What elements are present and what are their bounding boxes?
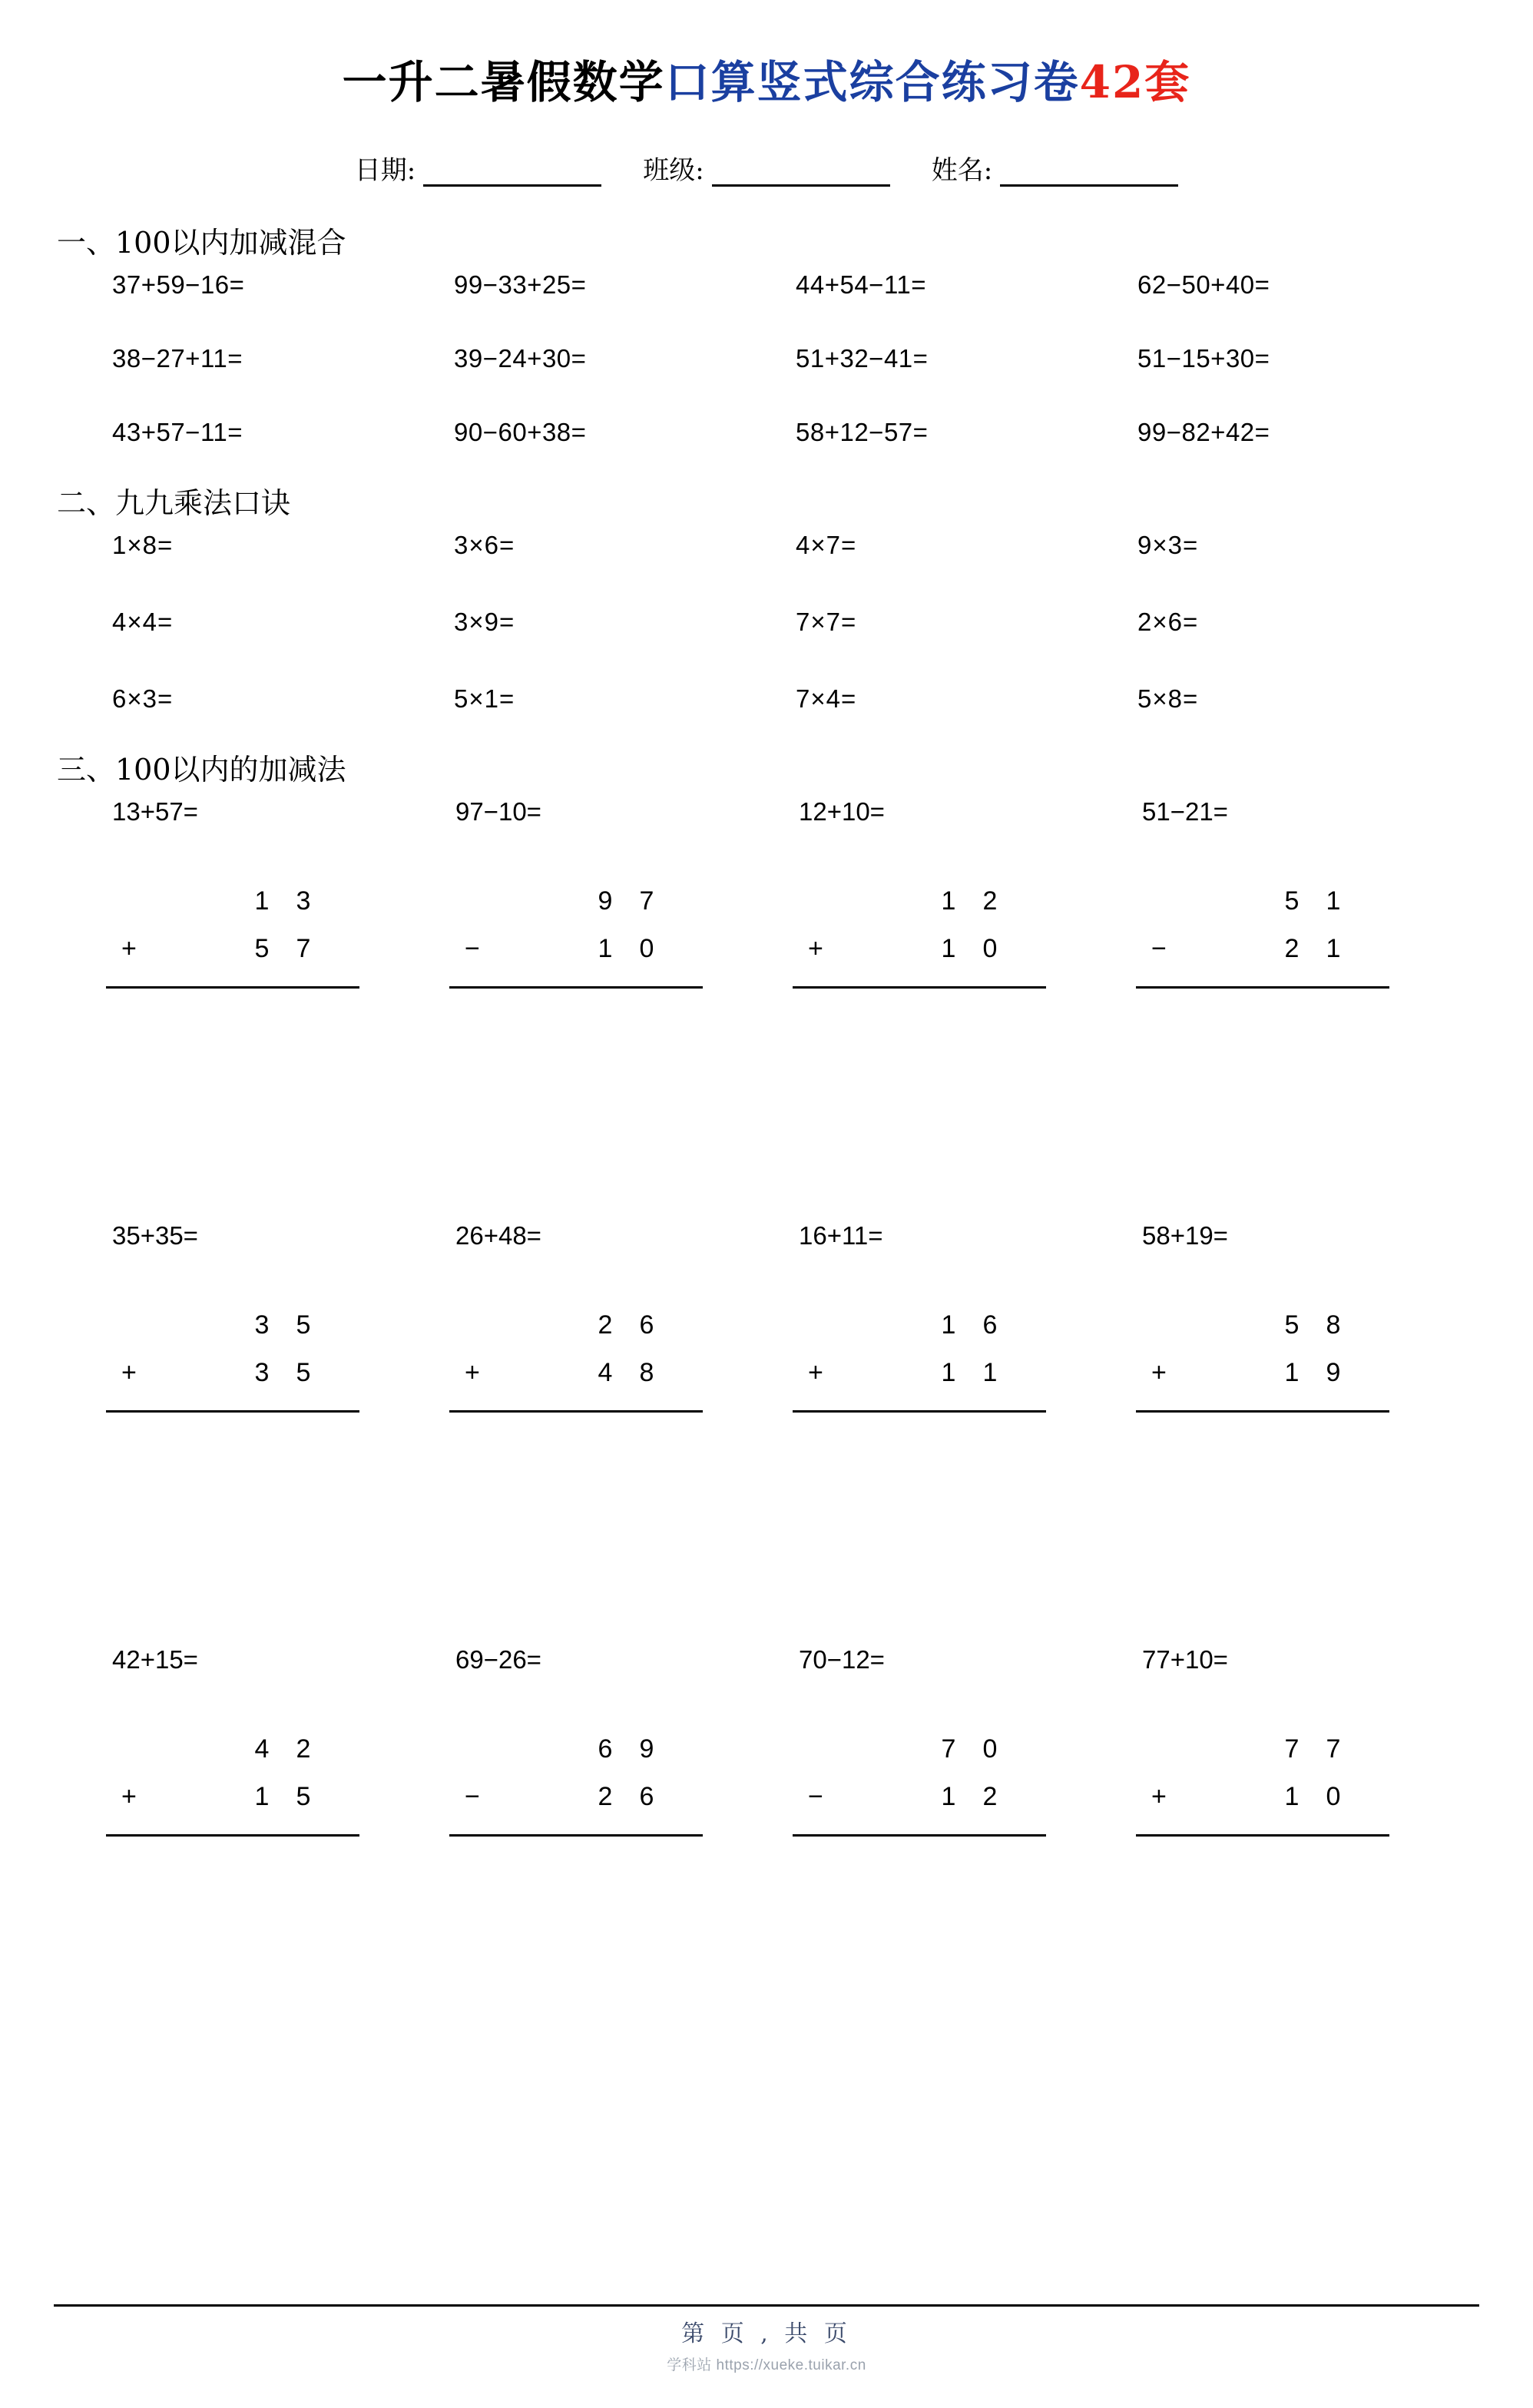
vertical-digit: 1 <box>941 886 956 916</box>
vertical-problem[interactable] <box>449 1221 793 1636</box>
mixed-problems-grid <box>54 270 1479 447</box>
vertical-operator: + <box>121 1782 137 1811</box>
vertical-digit: 2 <box>982 886 998 916</box>
vertical-problem-expression: 42+15= <box>112 1645 198 1674</box>
problem-item[interactable]: 1×8= <box>112 531 174 559</box>
problem-item[interactable]: 7×4= <box>796 684 857 713</box>
problem-item[interactable]: 43+57−11= <box>112 418 243 446</box>
vertical-sum <box>106 1734 359 1837</box>
vertical-sum <box>106 886 359 989</box>
vertical-digit: 1 <box>598 934 613 963</box>
class-label: 班级: <box>643 155 704 186</box>
vertical-problem-expression: 58+19= <box>1142 1221 1228 1250</box>
problem-item[interactable]: 3×9= <box>454 608 515 636</box>
vertical-rule <box>449 1834 703 1837</box>
title-segment-blue: 口算竖式综合练习卷 <box>664 56 1080 108</box>
vertical-operator: + <box>808 1358 823 1387</box>
vertical-operator: + <box>465 1358 480 1387</box>
vertical-digit: 9 <box>1326 1358 1341 1387</box>
name-label: 姓名: <box>931 155 993 186</box>
vertical-digit: 8 <box>1326 1310 1341 1340</box>
vertical-problem[interactable] <box>449 1645 793 1853</box>
vertical-digit: 9 <box>598 886 613 916</box>
vertical-digit: 7 <box>296 934 311 963</box>
vertical-digit: 6 <box>639 1310 654 1340</box>
date-label: 日期: <box>354 155 416 186</box>
section-heading-1: 一、100以内加减混合 <box>57 226 346 260</box>
section-heading-3: 三、100以内的加减法 <box>57 753 346 787</box>
vertical-digit: 6 <box>982 1310 998 1340</box>
vertical-rule <box>449 986 703 989</box>
vertical-operator: + <box>121 934 137 963</box>
vertical-problems-row-2 <box>54 1221 1479 1636</box>
vertical-sum <box>793 1734 1046 1837</box>
vertical-digit: 1 <box>1326 886 1341 916</box>
vertical-problem-expression: 69−26= <box>455 1645 541 1674</box>
vertical-sum <box>1136 886 1389 989</box>
vertical-problems-row-1 <box>54 797 1479 1212</box>
vertical-sum <box>793 1310 1046 1413</box>
vertical-digit: 5 <box>254 934 270 963</box>
vertical-rule <box>106 1410 359 1413</box>
title-segment-red: 42套 <box>1079 56 1191 108</box>
vertical-digit: 1 <box>941 1782 956 1811</box>
vertical-problems-row-3 <box>54 1645 1479 1853</box>
vertical-digit: 7 <box>1326 1734 1341 1764</box>
vertical-digit: 1 <box>254 886 270 916</box>
vertical-digit: 8 <box>639 1358 654 1387</box>
vertical-rule <box>793 986 1046 989</box>
vertical-problem-expression: 16+11= <box>799 1221 883 1250</box>
vertical-digit: 9 <box>639 1734 654 1764</box>
problem-item[interactable]: 90−60+38= <box>454 418 587 446</box>
vertical-digit: 1 <box>1284 1358 1300 1387</box>
problem-item[interactable]: 51+32−41= <box>796 344 929 373</box>
vertical-sum <box>449 886 703 989</box>
vertical-problem-expression: 26+48= <box>455 1221 541 1250</box>
date-field[interactable] <box>355 149 601 187</box>
vertical-problem[interactable] <box>449 797 793 1212</box>
title-segment-black: 一升二暑假数学 <box>342 56 665 108</box>
vertical-sum <box>449 1310 703 1413</box>
vertical-problem[interactable] <box>793 797 1136 1212</box>
vertical-operator: − <box>808 1782 823 1811</box>
vertical-digit: 3 <box>254 1310 270 1340</box>
vertical-rule <box>106 986 359 989</box>
vertical-rule <box>449 1410 703 1413</box>
problem-item[interactable]: 37+59−16= <box>112 270 245 299</box>
vertical-digit: 0 <box>982 934 998 963</box>
problem-item[interactable]: 99−82+42= <box>1137 418 1270 446</box>
multiplication-problems-grid <box>54 531 1479 714</box>
vertical-operator: + <box>808 934 823 963</box>
name-blank[interactable] <box>1000 161 1178 187</box>
vertical-digit: 7 <box>941 1734 956 1764</box>
vertical-digit: 5 <box>1284 1310 1300 1340</box>
vertical-problem-expression: 51−21= <box>1142 797 1228 826</box>
vertical-digit: 0 <box>982 1734 998 1764</box>
page-number: 第 页 , 共 页 <box>681 2320 852 2347</box>
vertical-digit: 2 <box>598 1310 613 1340</box>
vertical-problem[interactable] <box>106 1645 449 1853</box>
problem-item[interactable]: 44+54−11= <box>796 270 926 299</box>
vertical-digit: 3 <box>254 1358 270 1387</box>
vertical-digit: 2 <box>598 1782 613 1811</box>
problem-item[interactable]: 99−33+25= <box>454 270 587 299</box>
vertical-sum <box>1136 1310 1389 1413</box>
vertical-problem[interactable] <box>793 1221 1136 1636</box>
vertical-rule <box>793 1834 1046 1837</box>
vertical-operator: + <box>1151 1782 1167 1811</box>
problem-item[interactable]: 51−15+30= <box>1137 344 1270 373</box>
vertical-problem-expression: 77+10= <box>1142 1645 1228 1674</box>
vertical-digit: 2 <box>982 1782 998 1811</box>
vertical-problem-expression: 70−12= <box>799 1645 885 1674</box>
vertical-problem-expression: 13+57= <box>112 797 198 826</box>
problem-item[interactable]: 9×3= <box>1137 531 1199 559</box>
vertical-problem[interactable] <box>106 1221 449 1636</box>
vertical-digit: 1 <box>254 1782 270 1811</box>
name-field[interactable] <box>932 149 1178 187</box>
vertical-digit: 1 <box>941 1310 956 1340</box>
problem-item[interactable]: 62−50+40= <box>1137 270 1270 299</box>
problem-item[interactable]: 5×8= <box>1137 684 1199 713</box>
vertical-digit: 1 <box>941 1358 956 1387</box>
problem-item[interactable]: 39−24+30= <box>454 344 587 373</box>
vertical-sum <box>1136 1734 1389 1837</box>
vertical-digit: 1 <box>1326 934 1341 963</box>
vertical-digit: 4 <box>254 1734 270 1764</box>
vertical-rule <box>1136 1834 1389 1837</box>
problem-item[interactable]: 3×6= <box>454 531 515 559</box>
problem-item[interactable]: 38−27+11= <box>112 344 243 373</box>
problem-item[interactable]: 4×7= <box>796 531 857 559</box>
vertical-operator: − <box>465 1782 480 1811</box>
vertical-digit: 5 <box>296 1358 311 1387</box>
vertical-digit: 2 <box>296 1734 311 1764</box>
vertical-operator: − <box>465 934 480 963</box>
vertical-rule <box>1136 986 1389 989</box>
vertical-digit: 1 <box>982 1358 998 1387</box>
student-info-line <box>54 149 1479 187</box>
vertical-digit: 7 <box>639 886 654 916</box>
vertical-problem-expression: 12+10= <box>799 797 885 826</box>
vertical-problem[interactable] <box>793 1645 1136 1853</box>
vertical-rule <box>1136 1410 1389 1413</box>
vertical-problem-expression: 97−10= <box>455 797 541 826</box>
problem-item[interactable]: 2×6= <box>1137 608 1199 636</box>
vertical-problem[interactable] <box>1136 1645 1479 1853</box>
vertical-digit: 4 <box>598 1358 613 1387</box>
problem-item[interactable]: 5×1= <box>454 684 515 713</box>
vertical-digit: 0 <box>639 934 654 963</box>
vertical-sum <box>793 886 1046 989</box>
vertical-operator: + <box>121 1358 137 1387</box>
class-blank[interactable] <box>712 161 890 187</box>
problem-item[interactable]: 6×3= <box>112 684 174 713</box>
vertical-digit: 5 <box>296 1782 311 1811</box>
vertical-operator: + <box>1151 1358 1167 1387</box>
vertical-rule <box>106 1834 359 1837</box>
vertical-digit: 6 <box>598 1734 613 1764</box>
section-heading-2: 二、九九乘法口诀 <box>57 486 291 520</box>
vertical-digit: 1 <box>1284 1782 1300 1811</box>
vertical-digit: 6 <box>639 1782 654 1811</box>
vertical-problem-expression: 35+35= <box>112 1221 198 1250</box>
watermark: 学科站 https://xueke.tuikar.cn <box>667 2357 866 2373</box>
date-blank[interactable] <box>423 161 601 187</box>
class-field[interactable] <box>643 149 889 187</box>
vertical-problem[interactable] <box>106 797 449 1212</box>
vertical-digit: 1 <box>941 934 956 963</box>
vertical-rule <box>793 1410 1046 1413</box>
vertical-sum <box>449 1734 703 1837</box>
problem-item[interactable]: 58+12−57= <box>796 418 929 446</box>
vertical-problem[interactable] <box>1136 1221 1479 1636</box>
vertical-operator: − <box>1151 934 1167 963</box>
vertical-sum <box>106 1310 359 1413</box>
problem-item[interactable]: 7×7= <box>796 608 857 636</box>
vertical-digit: 7 <box>1284 1734 1300 1764</box>
vertical-digit: 0 <box>1326 1782 1341 1811</box>
vertical-problem[interactable] <box>1136 797 1479 1212</box>
vertical-digit: 5 <box>1284 886 1300 916</box>
page-title <box>54 46 1479 111</box>
vertical-digit: 2 <box>1284 934 1300 963</box>
vertical-digit: 3 <box>296 886 311 916</box>
worksheet-page <box>0 46 1533 2408</box>
problem-item[interactable]: 4×4= <box>112 608 174 636</box>
footer-divider <box>54 2304 1479 2307</box>
vertical-digit: 5 <box>296 1310 311 1340</box>
